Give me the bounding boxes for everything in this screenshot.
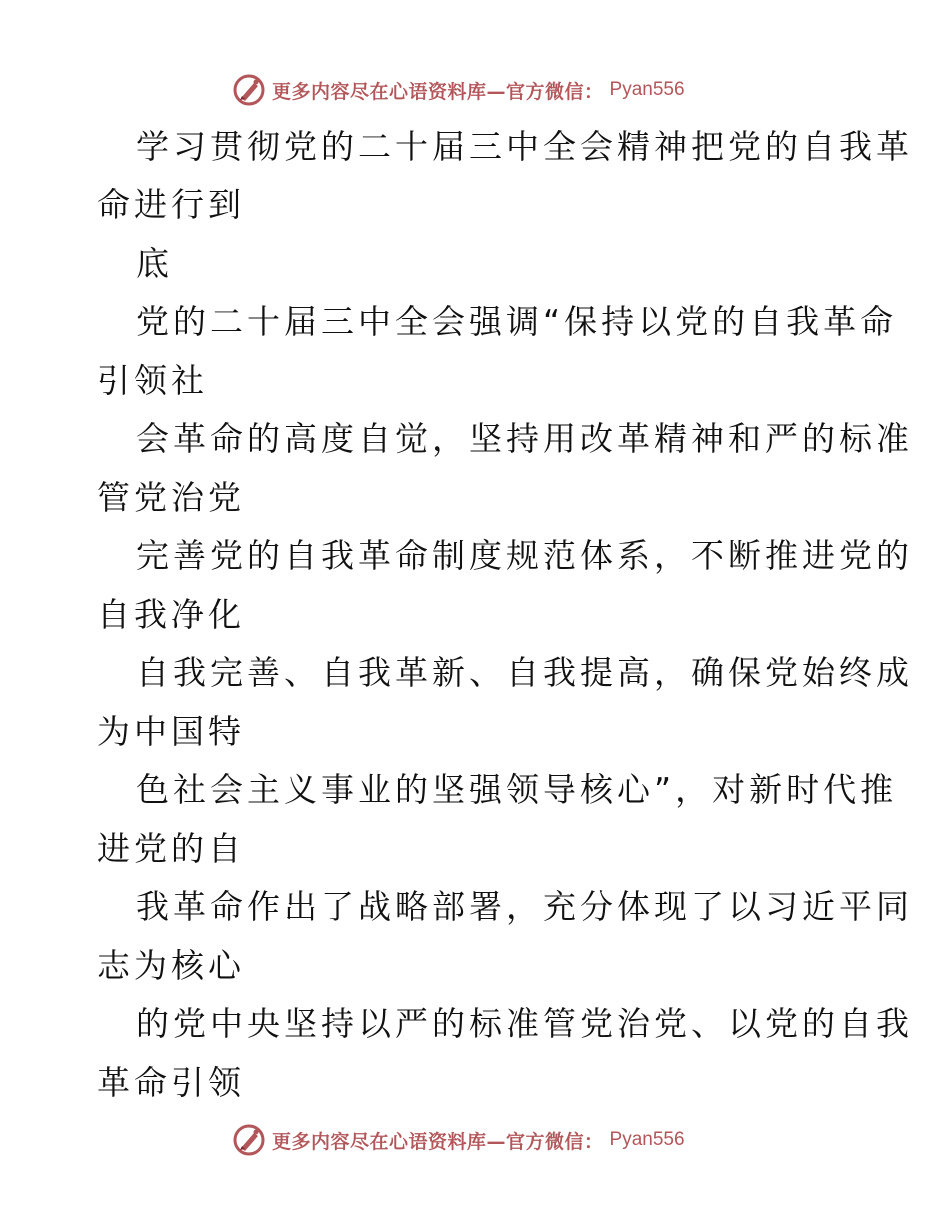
text-line: 完善党的自我革命制度规范体系，不断推进党的 bbox=[136, 536, 913, 575]
watermark-handle: Pyan556 bbox=[609, 1129, 685, 1150]
text-line: 管党治党 bbox=[97, 478, 245, 517]
text-line: 的党中央坚持以严的标准管党治党、以党的自我 bbox=[136, 1004, 913, 1043]
text-line: 为中国特 bbox=[97, 712, 245, 751]
watermark-text: 更多内容尽在心语资料库—官方微信： bbox=[272, 1130, 604, 1153]
text-line: 学习贯彻党的二十届三中全会精神把党的自我革 bbox=[136, 127, 913, 166]
text-line: 自我完善、自我革新、自我提高，确保党始终成 bbox=[136, 653, 913, 692]
text-line: 引领社 bbox=[97, 361, 208, 400]
text-line: 进党的自 bbox=[97, 829, 245, 868]
pen-logo-icon bbox=[232, 73, 266, 107]
text-line: 志为核心 bbox=[97, 946, 245, 985]
text-line: 我革命作出了战略部署，充分体现了以习近平同 bbox=[136, 887, 913, 926]
text-line: 底 bbox=[136, 244, 173, 283]
text-line: 会革命的高度自觉，坚持用改革精神和严的标准 bbox=[136, 419, 913, 458]
footer-watermark bbox=[232, 1120, 685, 1160]
watermark-text: 更多内容尽在心语资料库—官方微信： bbox=[272, 80, 604, 103]
text-line: 色社会主义事业的坚强领导核心”，对新时代推 bbox=[136, 770, 898, 809]
pen-logo-icon bbox=[232, 1123, 266, 1157]
watermark-handle: Pyan556 bbox=[609, 79, 685, 100]
text-line: 自我净化 bbox=[97, 595, 245, 634]
text-line: 命进行到 bbox=[97, 185, 245, 224]
text-line: 党的二十届三中全会强调“保持以党的自我革命 bbox=[136, 302, 898, 341]
header-watermark bbox=[232, 70, 685, 110]
text-line: 革命引领 bbox=[97, 1063, 245, 1102]
